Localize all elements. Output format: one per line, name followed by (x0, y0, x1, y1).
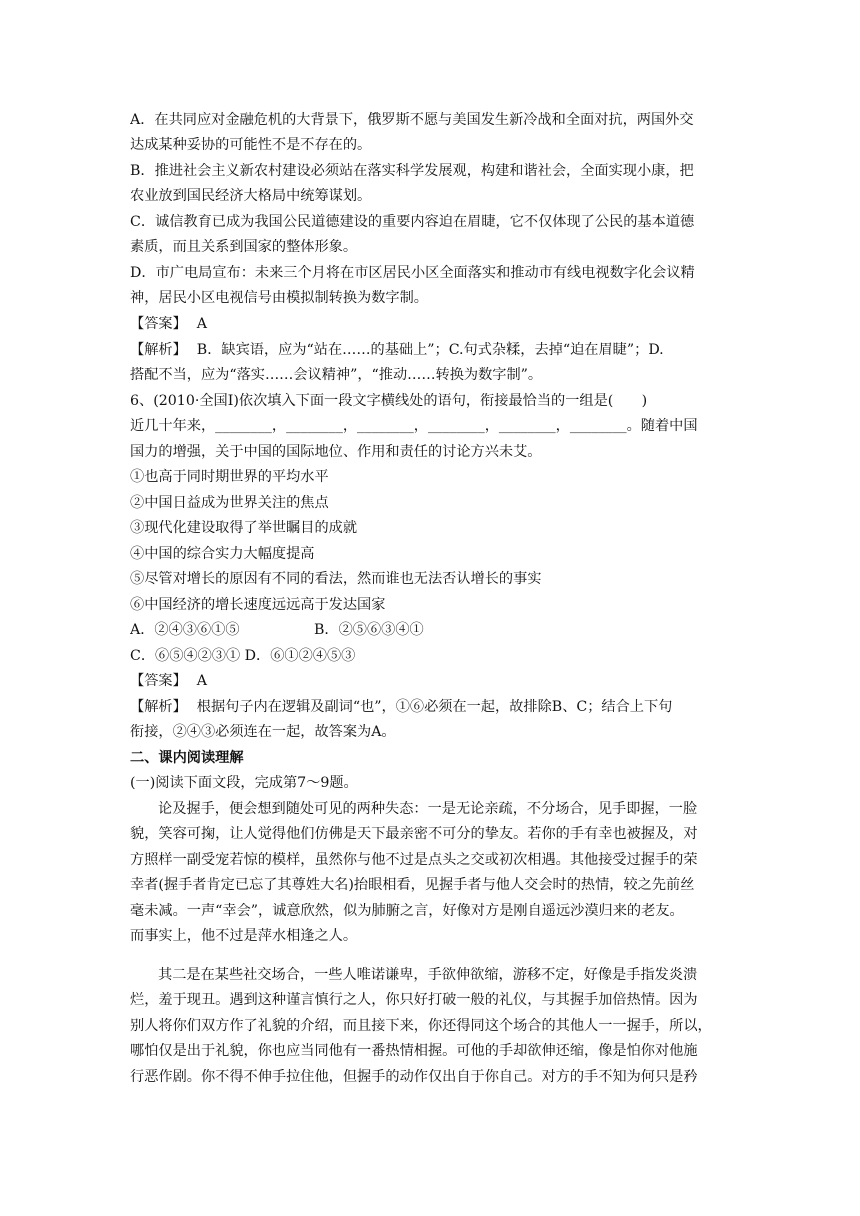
passage-p1-line-1: 论及握手，便会想到随处可见的两种失态：一是无论亲疏，不分场合，见手即握，一脸 (158, 801, 698, 817)
q6-item-5: ⑤尽管对增长的原因有不同的看法，然而谁也无法否认增长的事实 (130, 571, 542, 587)
q6-item-4: ④中国的综合实力大幅度提高 (130, 546, 315, 562)
passage-p2-line-4: 哪怕仅是出于礼貌，你也应当同他有一番热情相握。可他的手却欲伸还缩，像是怕你对他施 (130, 1043, 698, 1059)
q6-item-3: ③现代化建设取得了举世瞩目的成就 (130, 520, 358, 536)
q5-answer (130, 314, 735, 334)
q6-analysis-line-1 (130, 697, 735, 717)
passage-p1-line-6: 而事实上，他不过是萍水相逢之人。 (130, 928, 358, 944)
q6-option-a: A．②④③⑥①⑤ (130, 622, 240, 638)
q5-option-b-line-1: B．推进社会主义新农村建设必须站在落实科学发展观，构建和谐社会，全面实现小康，把 (130, 163, 694, 179)
q5-option-c-line-1: C．诚信教育已成为我国公民道德建设的重要内容迫在眉睫，它不仅体现了公民的基本道德 (130, 214, 695, 230)
q5-option-a-line-2: 达成某种妥协的可能性不是不存在的。 (130, 137, 372, 153)
q6-options-cd: C．⑥⑤④②③① D．⑥①②④⑤③ (130, 648, 356, 664)
answer-label: 【答案】 (130, 673, 187, 689)
q5-analysis-line-2: 搭配不当，应为“落实……会议精神”，“推动……转换为数字制”。 (130, 367, 543, 383)
analysis-text: 根据句子内在逻辑及副词“也”，①⑥必须在一起，故排除B、C；结合上下句 (196, 699, 673, 715)
passage-p1-line-2: 貌，笑容可掬，让人觉得他们仿佛是天下最亲密不可分的挚友。若你的手有幸也被握及，对 (130, 826, 698, 842)
q6-passage-line-1: 近几十年来，________，________，________，________，________，________。随着中国 (130, 418, 698, 434)
q5-option-d-line-2: 神，居民小区电视信号由模拟制转换为数字制。 (130, 290, 428, 306)
passage-p1-line-5: 毫未减。一声“幸会”，诚意欣然，似为肺腑之言，好像对方是刚自遥远沙漠归来的老友。 (130, 903, 684, 919)
q6-item-2: ②中国日益成为世界关注的焦点 (130, 495, 329, 511)
passage-p1-line-3: 方照样一副受宠若惊的模样，虽然你与他不过是点头之交或初次相遇。其他接受过握手的荣 (130, 852, 698, 868)
q6-passage-line-2: 国力的增强，关于中国的国际地位、作用和责任的讨论方兴未艾。 (130, 444, 542, 460)
q6-item-1: ①也高于同时期世界的平均水平 (130, 469, 329, 485)
passage-p1-line-4: 幸者(握手者肯定已忘了其尊姓大名)抬眼相看，见握手者与他人交会时的热情，较之先前丝 (130, 877, 695, 893)
q6-options-ab (130, 620, 735, 640)
analysis-label: 【解析】 (130, 699, 187, 715)
q6-item-6: ⑥中国经济的增长速度远远高于发达国家 (130, 597, 386, 613)
section-intro: (一)阅读下面文段，完成第7～9题。 (130, 775, 358, 791)
q5-option-b-line-2: 农业放到国民经济大格局中统筹谋划。 (130, 188, 372, 204)
passage-p2-line-3: 别人将你们双方作了礼貌的介绍，而且接下来，你还得同这个场合的其他人一一握手，所以， (130, 1018, 712, 1034)
q6-option-b: B．②⑤⑥③④① (314, 622, 424, 638)
passage-p2-line-1: 其二是在某些社交场合，一些人唯诺谦卑，手欲伸欲缩，游移不定，好像是手指发炎溃 (158, 967, 698, 983)
section-title: 二、课内阅读理解 (130, 750, 244, 766)
q6-stem: 6、(2010·全国Ⅰ)依次填入下面一段文字横线处的语句，衔接最恰当的一组是( ) (130, 393, 648, 409)
passage-p2-line-5: 行恶作剧。你不得不伸手拉住他，但握手的动作仅出自于你自己。对方的手不知为何只是矜 (130, 1069, 698, 1085)
answer-value: A (196, 316, 208, 332)
q5-option-d-line-1: D．市广电局宣布：未来三个月将在市区居民小区全面落实和推动市有线电视数字化会议精 (130, 265, 695, 281)
q5-option-a-line-1: A．在共同应对金融危机的大背景下，俄罗斯不愿与美国发生新冷战和全面对抗，两国外交 (130, 112, 694, 128)
q5-analysis-line-1 (130, 340, 735, 360)
analysis-text: B．缺宾语，应为“站在……的基础上”；C.句式杂糅，去掉“迫在眉睫”；D. (196, 342, 664, 358)
q6-answer (130, 671, 735, 691)
answer-label: 【答案】 (130, 316, 187, 332)
q5-option-c-line-2: 素质，而且关系到国家的整体形象。 (130, 239, 358, 255)
q6-analysis-line-2: 衔接，②④③必须连在一起，故答案为A。 (130, 724, 396, 740)
analysis-label: 【解析】 (130, 342, 187, 358)
answer-value: A (196, 673, 208, 689)
passage-p2-line-2: 烂，羞于现丑。遇到这种谨言慎行之人，你只好打破一般的礼仪，与其握手加倍热情。因为 (130, 992, 698, 1008)
